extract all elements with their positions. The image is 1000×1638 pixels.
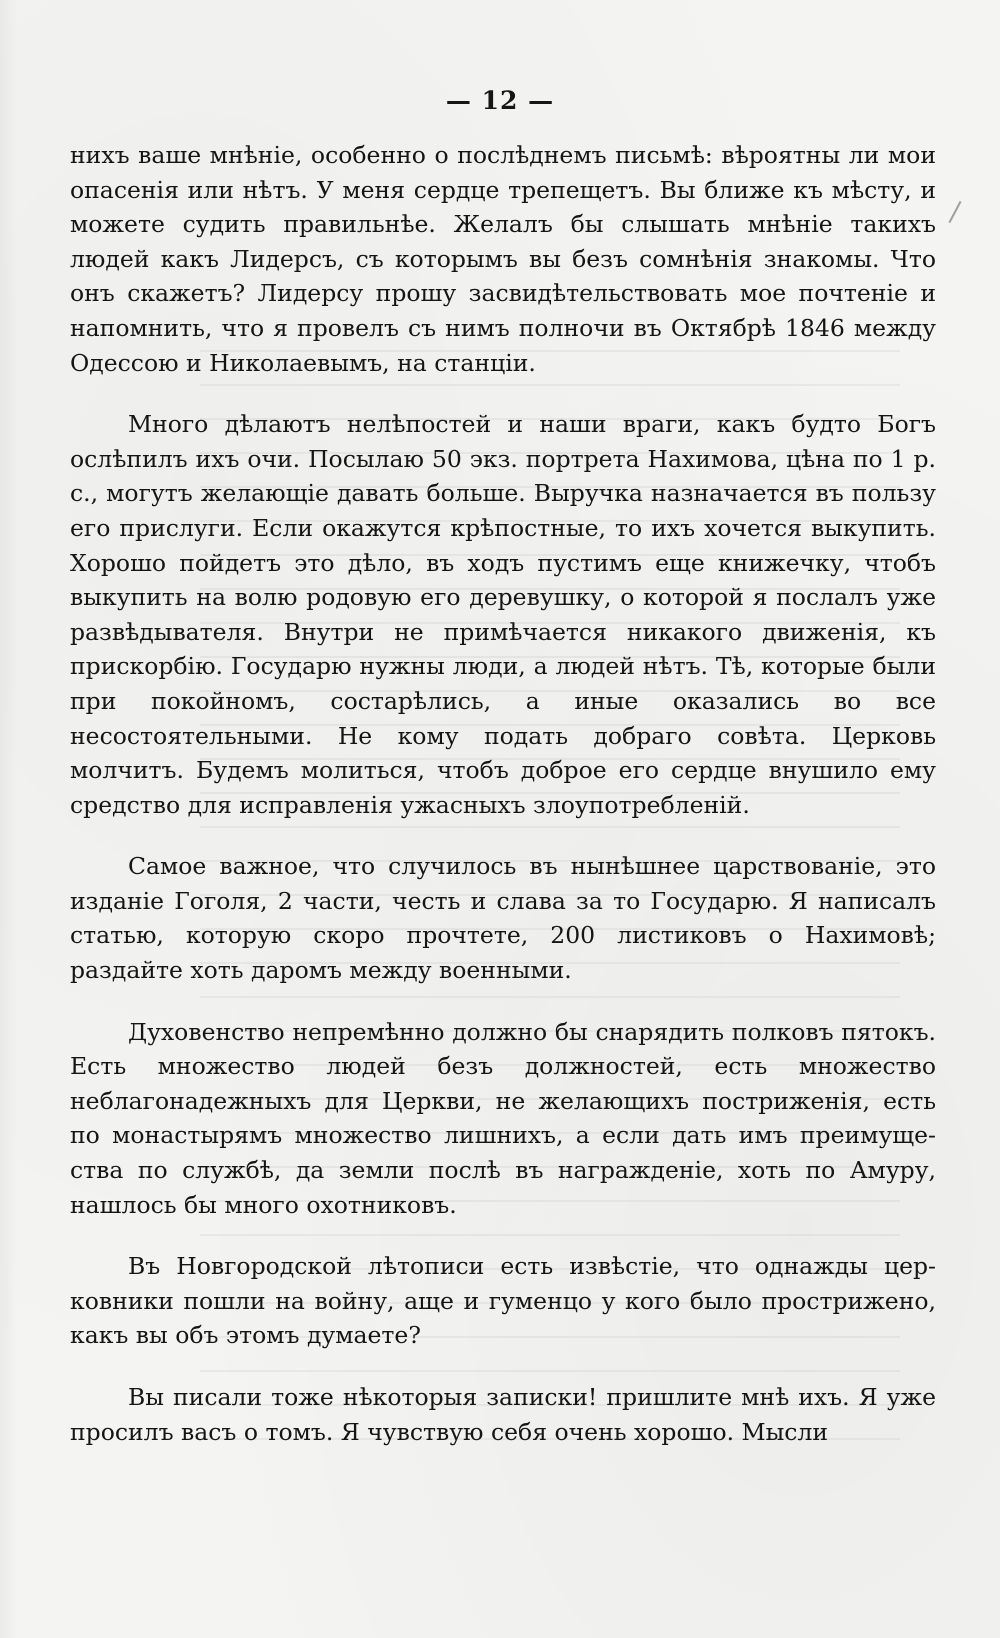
paragraph-1: нихъ ваше мнѣніе, особенно о послѣднемъ письмѣ: вѣроятны ли мои опасенія или нѣтъ. У меня сердце трепещетъ. Вы ближе къ мѣсту, и можете судить правильнѣе. Желалъ бы слышать мнѣніе такихъ людей какъ Лидерсъ, съ которымъ вы безъ сомнѣнія знакомы. Что онъ скажетъ? Лидерсу прошу засвидѣтельствовать мое почтеніе и напомнить, что я провелъ съ нимъ полночи въ Октябрѣ 1846 между Одессою и Николаевымъ, на станціи. [70,141,936,377]
paper-mark [948,201,961,223]
paragraph-4: Духовенство непремѣнно должно бы снарядить полковъ пятокъ. Есть множество людей безъ должностей, есть множество неблагонадежныхъ для Церкви, не желающихъ постриженія, есть по монастырямъ множество лишнихъ, а если дать имъ преимущества по службѣ, да земли послѣ въ награжденіе, хоть по Амуру, нашлось бы много охотниковъ. [70,1017,936,1219]
paragraph-3: Самое важное, что случилось въ нынѣшнее царствованіе, это изданіе Гоголя, 2 части, честь и слава за то Государю. Я написалъ статью, которую скоро прочтете, 200 листиковъ о Нахимовѣ; раздайте хоть даромъ между военными. [70,852,936,985]
page-number: — 12 — [445,86,555,115]
paragraph-5: Въ Новгородской лѣтописи есть извѣстіе, что однажды церковники пошли на войну, аще и гуменцо у кого было прострижено, какъ вы объ этомъ думаете? [70,1252,936,1350]
paragraph-6: Вы писали тоже нѣкоторыя записки! пришлите мнѣ ихъ. Я уже просилъ васъ о томъ. Я чувствую себя очень хорошо. Мысли [70,1383,936,1446]
paragraph-2: Много дѣлаютъ нелѣпостей и наши враги, какъ будто Богъ ослѣпилъ ихъ очи. Посылаю 50 экз. портрета Нахимова, цѣна по 1 р. с., могутъ желающіе давать больше. Выручка назначается въ пользу его прислуги. Если окажутся крѣпостные, то ихъ хочется выкупить. Хорошо пойдетъ это дѣло, въ ходъ пустимъ еще книжечку, чтобъ выкупить на волю родовую его деревушку, о которой я послалъ уже развѣдывателя. Внутри не примѣчается никакого движенія, къ прискорбію. Государю нужны люди, а людей нѣтъ. Тѣ, которые были при покойномъ, состарѣлись, а иные оказались во все несостоятельными. Не кому подать добраго совѣта. Церковь молчитъ. Будемъ молиться, чтобъ доброе его сердце внушило ему средство для исправленія ужасныхъ злоупотребленій. [70,410,936,819]
body-text [70,138,936,1449]
